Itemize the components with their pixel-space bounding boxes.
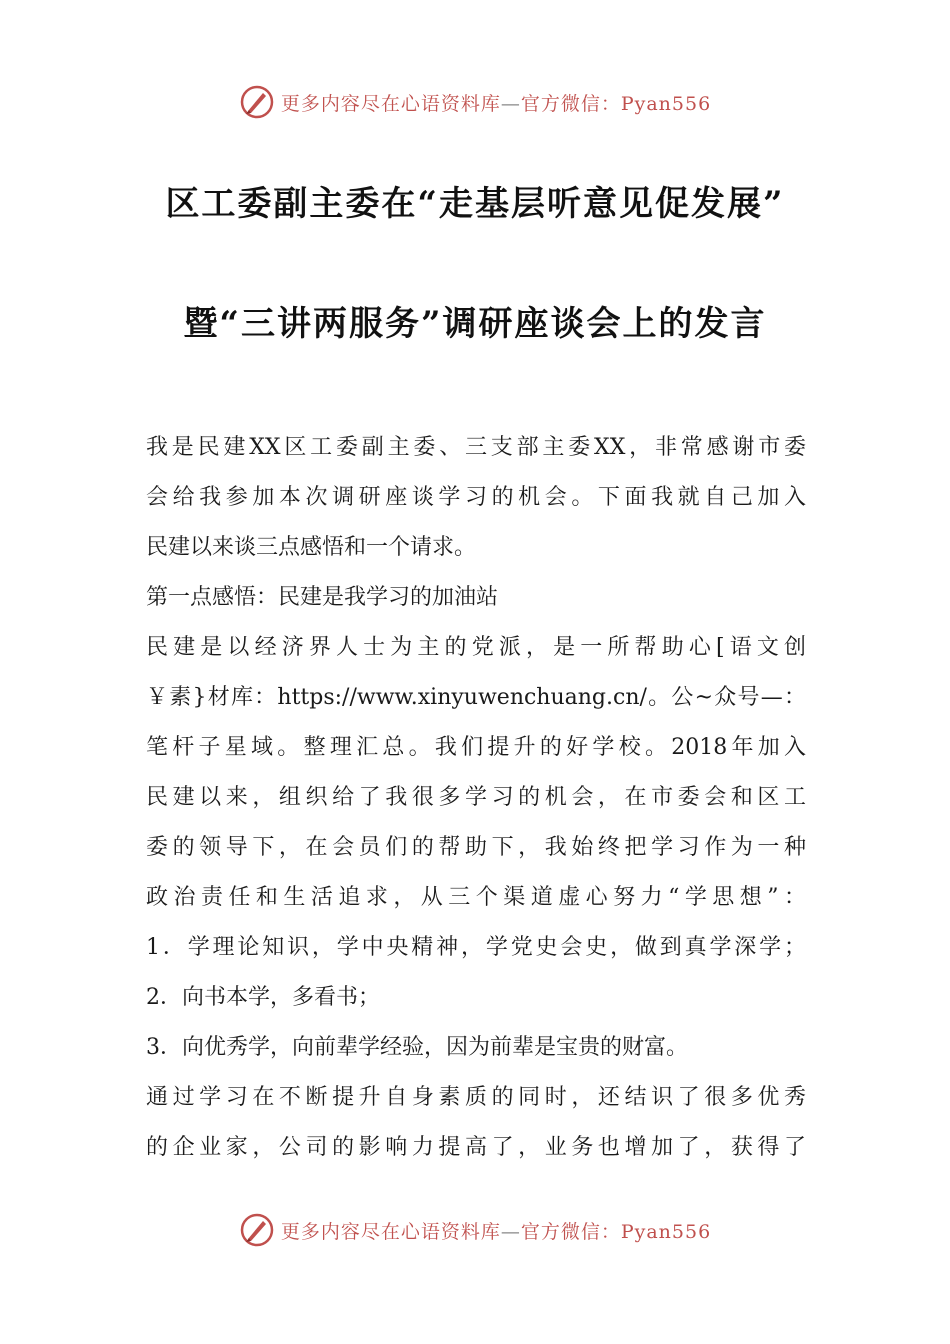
document-body xyxy=(146,423,806,1173)
footer-watermark xyxy=(0,1208,950,1252)
pen-logo-icon xyxy=(239,84,275,120)
body-line: 会给我参加本次调研座谈学习的机会。下面我就自己加入 xyxy=(146,485,806,510)
body-line: 的企业家，公司的影响力提高了，业务也增加了，获得了 xyxy=(146,1135,806,1160)
body-line: 民建以来谈三点感悟和一个请求。 xyxy=(146,535,477,560)
body-line: 政治责任和生活追求，从三个渠道虚心努力“学思想”： xyxy=(146,885,806,910)
body-line: 委的领导下，在会员们的帮助下，我始终把学习作为一种 xyxy=(146,835,806,860)
body-line: 我是民建XX区工委副主委、三支部主委XX，非常感谢市委 xyxy=(146,435,806,460)
header-watermark xyxy=(0,80,950,124)
list-item: 3．向优秀学，向前辈学经验，因为前辈是宝贵的财富。 xyxy=(146,1035,688,1060)
body-line: 笔杆子星域。整理汇总。我们提升的好学校。2018年加入 xyxy=(146,735,806,760)
watermark-text: 更多内容尽在心语资料库—官方微信：Pyan556 xyxy=(280,1220,712,1243)
list-item: 2．向书本学，多看书； xyxy=(146,985,380,1010)
pen-logo-icon xyxy=(239,1212,275,1248)
list-item: 1．学理论知识，学中央精神，学党史会史，做到真学深学； xyxy=(146,935,806,960)
document-title-line-1: 区工委副主委在“走基层听意见促发展” xyxy=(165,184,785,224)
watermark-text: 更多内容尽在心语资料库—官方微信：Pyan556 xyxy=(280,92,712,115)
body-line: 民建以来，组织给了我很多学习的机会，在市委会和区工 xyxy=(146,785,806,810)
body-line: ￥素}材库：https://www.xinyuwenchuang.cn/。公~众号—： xyxy=(146,685,806,710)
section-heading: 第一点感悟：民建是我学习的加油站 xyxy=(146,585,499,610)
body-line: 民建是以经济界人士为主的党派，是一所帮助心[语文创 xyxy=(146,635,806,660)
body-line: 通过学习在不断提升自身素质的同时，还结识了很多优秀 xyxy=(146,1085,806,1110)
document-title-line-2: 暨“三讲两服务”调研座谈会上的发言 xyxy=(183,304,767,344)
